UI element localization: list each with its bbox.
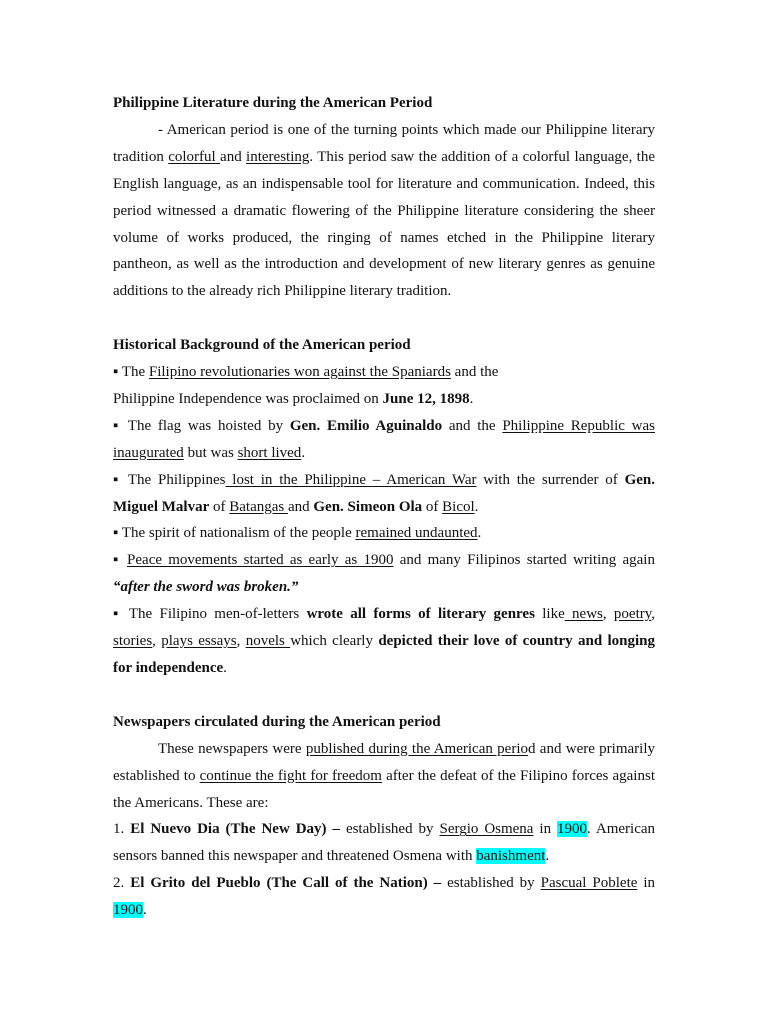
- historical-bullet-4: [113, 520, 655, 547]
- bullet-text: and many Filipinos started writing again: [393, 552, 655, 569]
- bullet-quote-text: “after the sword was broken.”: [113, 579, 299, 596]
- bullet-underline: plays essays: [161, 633, 237, 650]
- item-title: El Grito del Pueblo (The Call of the Nation) –: [130, 875, 442, 892]
- item-underline: Sergio Osmena: [439, 821, 534, 838]
- page-title: Philippine Literature during the American Period: [113, 95, 433, 111]
- np-underline: continue the fight for freedom: [199, 767, 382, 784]
- intro-paragraph: [113, 117, 655, 305]
- historical-bullet-1-line-2: [113, 386, 655, 413]
- bullet-bold: depicted their love of country and longing for independence: [113, 633, 656, 677]
- np-text: d and were primarily established to: [113, 740, 655, 784]
- bullet-underline: news: [564, 606, 603, 623]
- bullet-bold-date: June 12, 1898: [382, 390, 470, 407]
- bullet-text: which clearly: [290, 633, 379, 650]
- intro-text: . This period saw the addition of a colorful language, the English language, as an indispensable tool for literature and communication. Indeed, this period witnessed a dramatic flowering of the Philippine literature considering the sheer volume of works produced, the ringing of names etched in the Philippine literary pantheon, as well as the introduction and development of new literary genres as genuine additions to the already rich Philippine literary tradition.: [113, 148, 656, 300]
- bullet-text: but was: [183, 444, 238, 461]
- bullet-text: .: [474, 498, 479, 515]
- bullet-underline: remained undaunted: [355, 525, 478, 542]
- item-text: .: [545, 848, 550, 865]
- bullet-underline: Filipino revolutionaries won against the Spaniards: [148, 364, 451, 381]
- bullet-text: like: [534, 606, 565, 623]
- item-highlight: banishment: [476, 848, 546, 865]
- bullet-text: of: [209, 498, 230, 515]
- bullet-text: .: [301, 444, 306, 461]
- item-number: 2.: [113, 875, 131, 892]
- bullet-underline: novels: [245, 633, 291, 650]
- bullet-text: Philippine Independence was proclaimed on: [113, 390, 383, 407]
- bullet-text: with the surrender of: [476, 471, 625, 488]
- bullet-text: ,: [651, 606, 656, 623]
- bullet-text: ▪ The flag was hoisted by: [113, 417, 290, 434]
- np-text: These newspapers were: [158, 740, 306, 757]
- bullet-text: ,: [602, 606, 614, 623]
- item-highlight: 1900: [113, 902, 143, 919]
- bullet-text: ▪ The Philippines: [113, 471, 226, 488]
- bullet-bold: Gen. Miguel Malvar: [113, 471, 656, 515]
- bullet-underline: Philippine Republic was inaugurated: [113, 417, 655, 461]
- bullet-text: and the: [442, 417, 503, 434]
- intro-text: - American period is one of the turning points which made our Philippine literary tradition: [113, 121, 655, 165]
- item-text: .: [143, 902, 147, 919]
- bullet-text: .: [469, 390, 474, 407]
- newspaper-item-1: [113, 816, 655, 870]
- bullet-underline: short lived: [237, 444, 302, 461]
- bullet-underline: stories: [113, 633, 153, 650]
- historical-bullet-5: [113, 547, 655, 601]
- bullet-text: ▪: [113, 552, 128, 569]
- bullet-text: and the: [450, 364, 499, 381]
- item-text: in: [637, 875, 656, 892]
- bullet-text: ▪ The Filipino men-of-letters: [113, 606, 307, 623]
- bullet-text: ▪ The spirit of nationalism of the people: [113, 525, 356, 542]
- intro-text: and: [220, 148, 247, 165]
- item-number: 1.: [113, 821, 131, 838]
- bullet-text: of: [422, 498, 443, 515]
- bullet-underline: Bicol: [442, 498, 475, 515]
- item-text: established by: [340, 821, 440, 838]
- bullet-underline: lost in the Philippine – American War: [225, 471, 477, 488]
- bullet-bold: Gen. Simeon Ola: [313, 498, 423, 515]
- item-underline: Pascual Poblete: [540, 875, 638, 892]
- bullet-text: .: [477, 525, 482, 542]
- historical-bullet-6: [113, 601, 655, 682]
- newspaper-item-2: [113, 870, 655, 924]
- item-title: El Nuevo Dia (The New Day) –: [130, 821, 340, 838]
- spacer: [113, 682, 655, 709]
- intro-underline-colorful: colorful: [168, 148, 221, 165]
- newspapers-intro: [113, 736, 655, 817]
- bullet-underline: Peace movements started as early as 1900: [127, 552, 394, 569]
- np-text: after the defeat of the Filipino forces against the Americans. These are:: [113, 767, 655, 811]
- item-text: in: [533, 821, 558, 838]
- bullet-text: ,: [236, 633, 246, 650]
- historical-bullet-3: [113, 467, 655, 521]
- bullet-quote: [113, 579, 298, 595]
- newspapers-heading: Newspapers circulated during the American period: [113, 713, 441, 730]
- spacer: [113, 305, 655, 332]
- np-underline: published during the American perio: [305, 740, 528, 757]
- bullet-text: ,: [152, 633, 162, 650]
- item-highlight: 1900: [557, 821, 588, 838]
- bullet-underline: poetry: [613, 606, 652, 623]
- document-body: [113, 90, 655, 924]
- historical-bullet-2: [113, 413, 655, 467]
- item-text: established by: [441, 875, 541, 892]
- intro-underline-interesting: interesting: [246, 148, 310, 165]
- bullet-bold: Gen. Emilio Aguinaldo: [289, 417, 443, 434]
- item-text: . American sensors banned this newspaper and threatened Osmena with: [113, 821, 656, 865]
- bullet-text: ▪ The: [113, 364, 149, 381]
- historical-heading: Historical Background of the American period: [113, 337, 411, 354]
- bullet-text: and: [287, 498, 314, 515]
- bullet-bold: wrote all forms of literary genres: [306, 606, 535, 623]
- bullet-text: .: [223, 660, 227, 677]
- historical-bullet-1-line-1: [113, 359, 655, 386]
- bullet-underline: Batangas: [229, 498, 288, 515]
